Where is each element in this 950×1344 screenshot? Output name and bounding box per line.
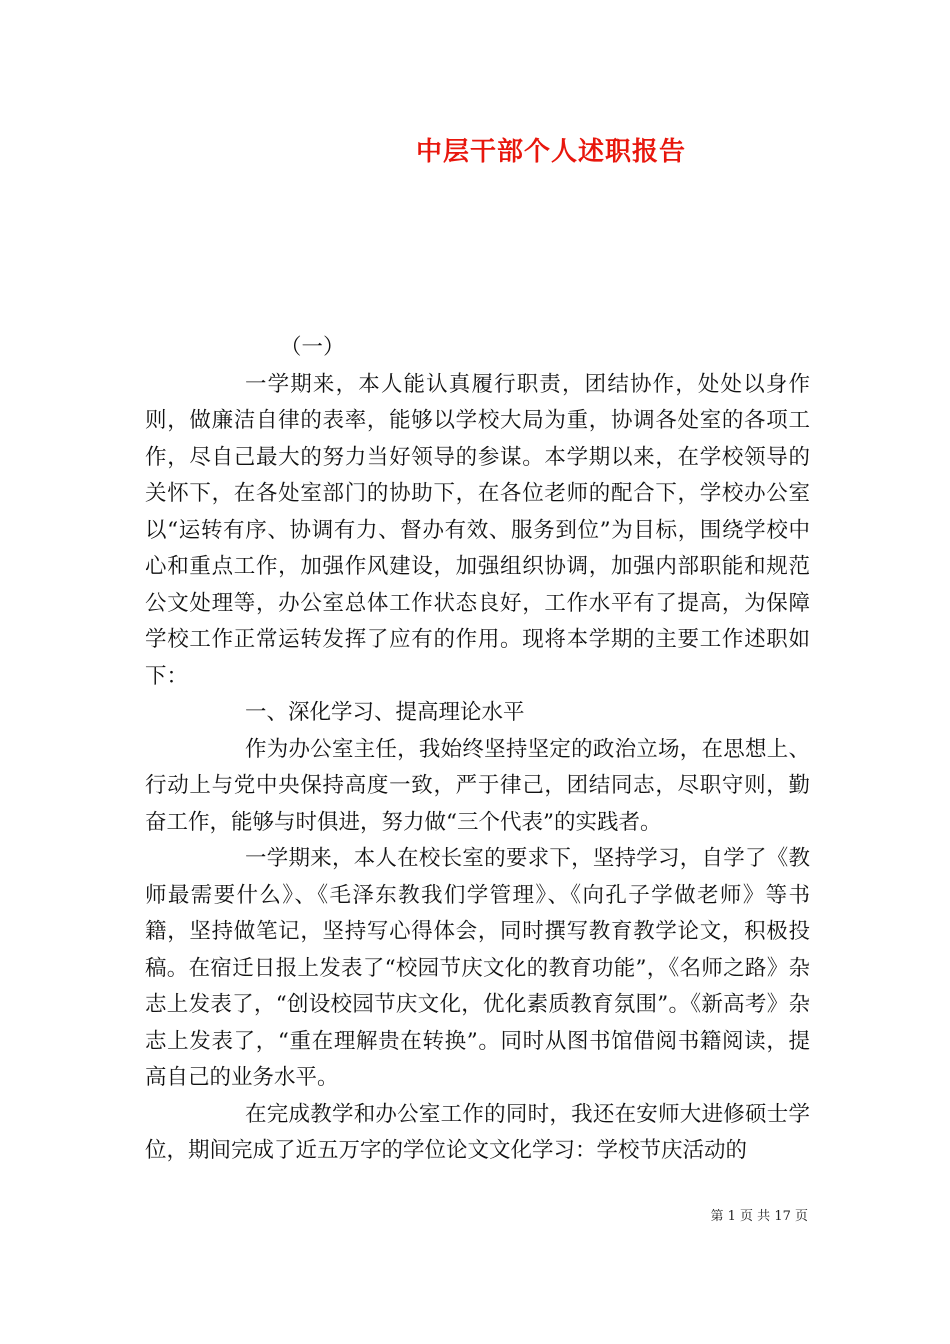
- document-body: [145, 330, 810, 1170]
- document-title: 中层干部个人述职报告: [415, 137, 686, 167]
- section-heading: 一、深化学习、提高理论水平: [245, 700, 525, 725]
- paragraph-study: 一学期来，本人在校长室的要求下，坚持学习，自学了《教师最需要什么》、《毛泽东教我们学管理》、《向孔子学做老师》等书籍，坚持做笔记，坚持写心得体会，同时撰写教育教学论文，积极投稿。在宿迁日报上发表了“校园节庆文化的教育功能”，《名师之路》杂志上发表了，“创设校园节庆文化，优化素质教育氛围”。《新高考》杂志上发表了，“重在理解贵在转换”。同时从图书馆借阅书籍阅读，提高自己的业务水平。: [145, 846, 810, 1090]
- page-number: 第 1 页 共 17 页: [710, 1209, 808, 1224]
- paragraph-political-stance: 作为办公室主任，我始终坚持坚定的政治立场，在思想上、行动上与党中央保持高度一致，严于律己，团结同志，尽职守则，勤奋工作，能够与时俱进，努力做“三个代表”的实践者。: [145, 736, 810, 835]
- section-marker: （一）: [280, 335, 345, 360]
- paragraph-intro: 一学期来，本人能认真履行职责，团结协作，处处以身作则，做廉洁自律的表率，能够以学校大局为重，协调各处室的各项工作，尽自己最大的努力当好领导的参谋。本学期以来，在学校领导的关怀下，在各处室部门的协助下，在各位老师的配合下，学校办公室以“运转有序、协调有力、督办有效、服务到位”为目标，围绕学校中心和重点工作，加强作风建设，加强组织协调，加强内部职能和规范公文处理等，办公室总体工作状态良好，工作水平有了提高，为保障学校工作正常运转发挥了应有的作用。现将本学期的主要工作述职如下：: [145, 371, 810, 689]
- paragraph-degree: 在完成教学和办公室工作的同时，我还在安师大进修硕士学位，期间完成了近五万字的学位论文文化学习：学校节庆活动的: [145, 1101, 810, 1163]
